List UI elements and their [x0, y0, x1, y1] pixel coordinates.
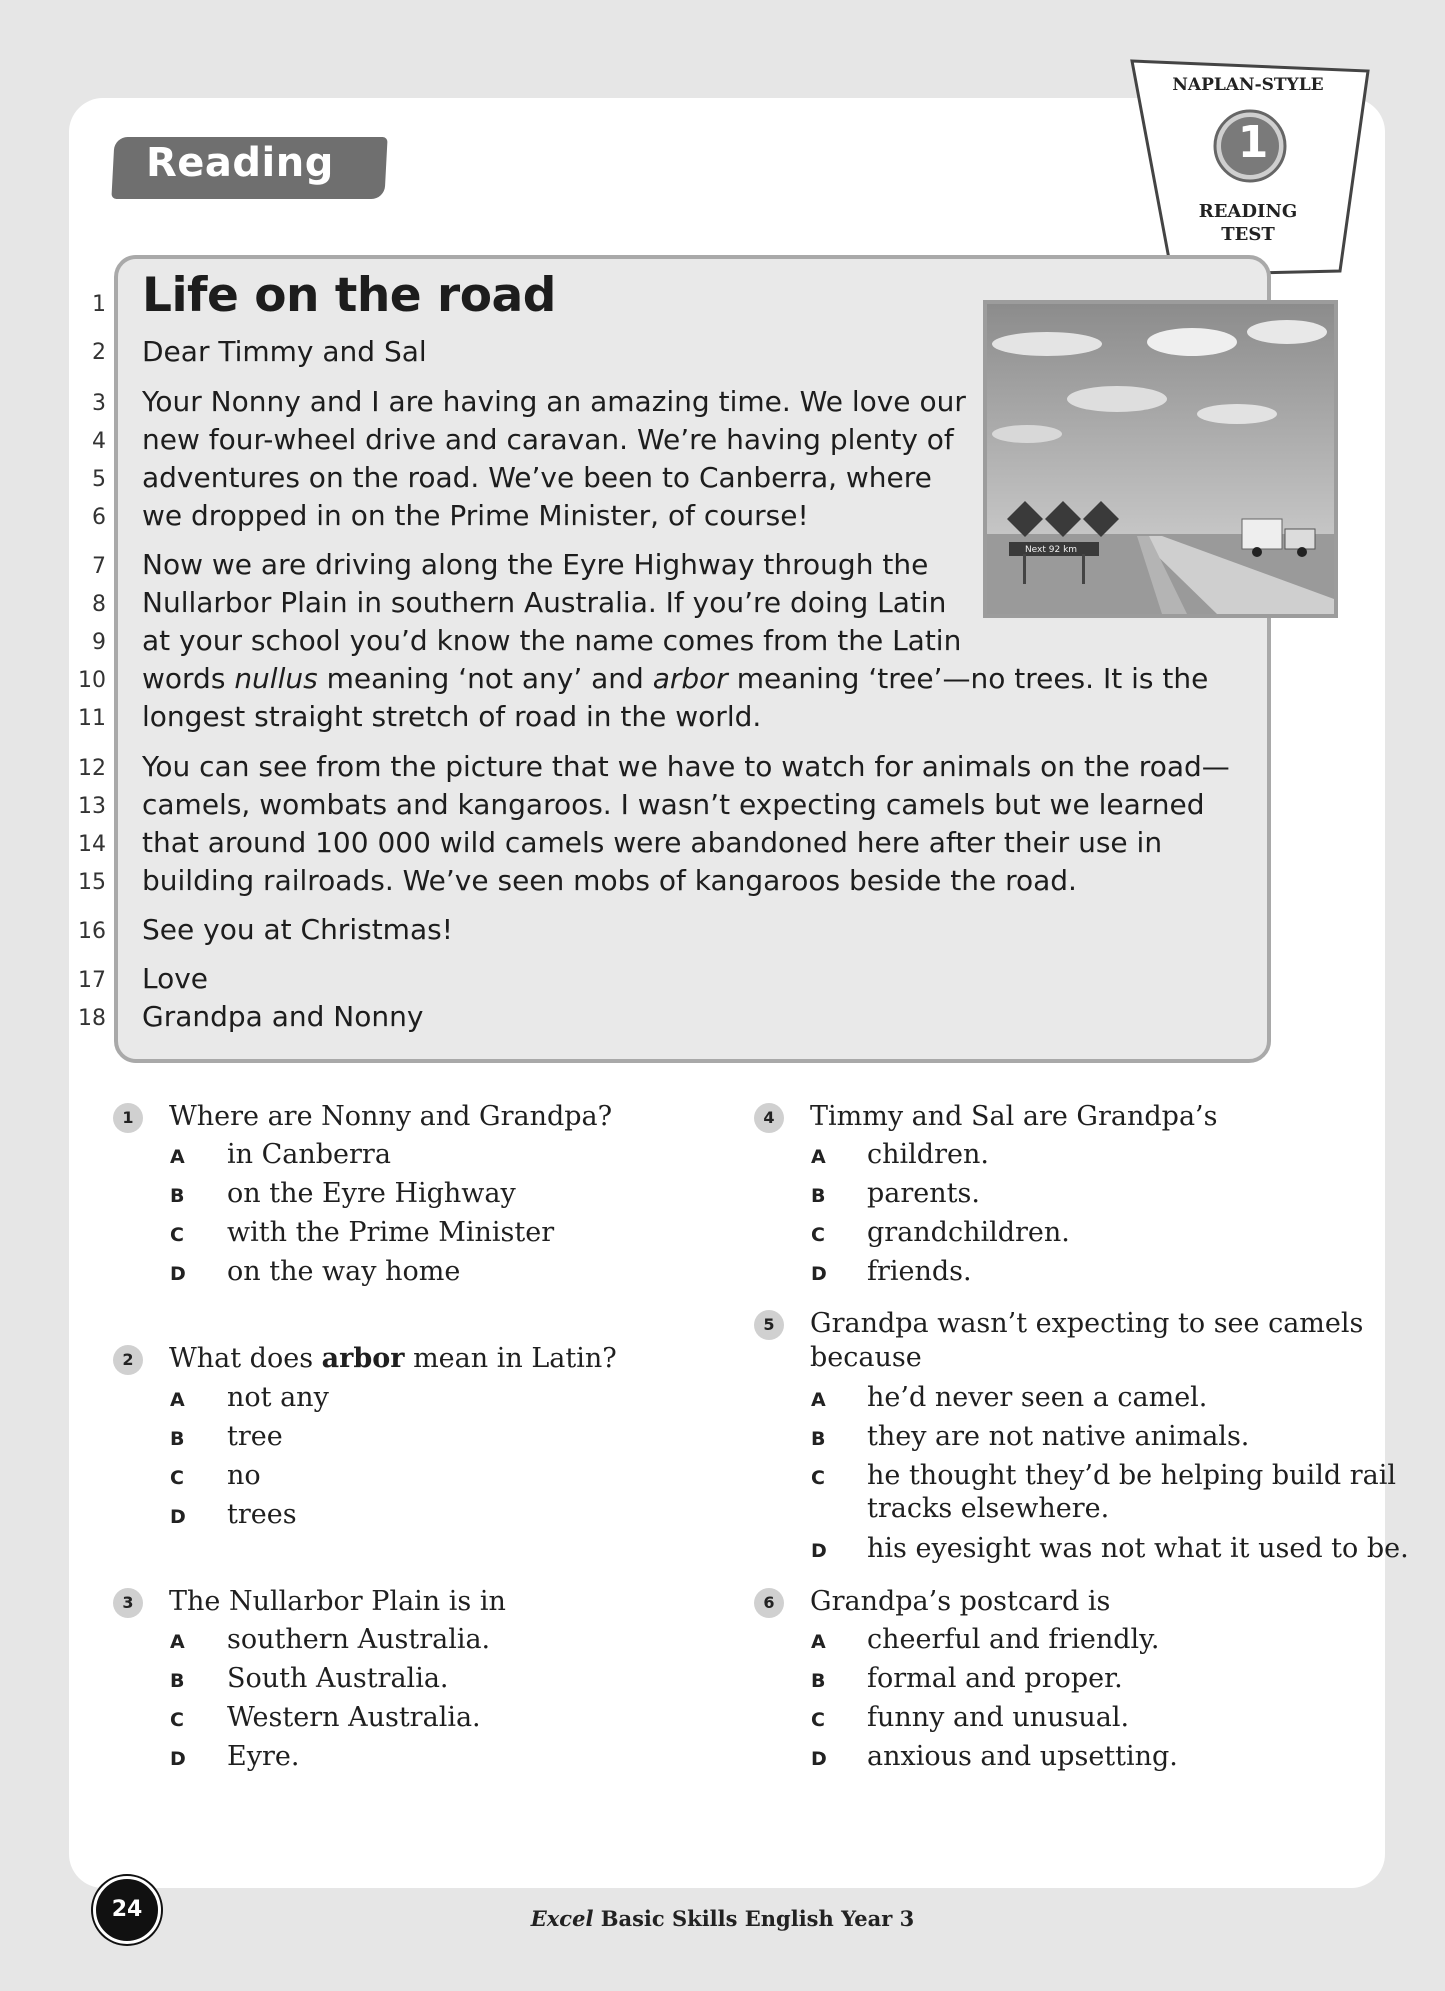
option-b[interactable]: on the Eyre Highway: [227, 1178, 516, 1209]
passage-line: longest straight stretch of road in the world.: [142, 700, 762, 733]
option-letter: B: [811, 1428, 826, 1450]
option-b[interactable]: South Australia.: [227, 1663, 449, 1694]
footer-book-title: Basic Skills English Year 3: [593, 1906, 915, 1931]
passage-sign-off: Love: [142, 962, 209, 995]
option-letter: B: [811, 1670, 826, 1692]
line-number: 12: [78, 756, 106, 781]
question-stem: Grandpa wasn’t expecting to see camels: [810, 1308, 1364, 1339]
option-letter: C: [811, 1709, 825, 1731]
line-number: 18: [78, 1006, 106, 1031]
road-photo: [983, 300, 1338, 618]
passage-line: Now we are driving along the Eyre Highway through the: [142, 548, 929, 581]
line-number: 6: [92, 505, 106, 530]
passage-line: that around 100 000 wild camels were abandoned here after their use in: [142, 826, 1163, 859]
option-a[interactable]: cheerful and friendly.: [867, 1624, 1160, 1655]
line-number: 17: [78, 968, 106, 993]
option-c[interactable]: Western Australia.: [227, 1702, 481, 1733]
question-stem: The Nullarbor Plain is in: [169, 1586, 506, 1617]
line-number: 8: [92, 592, 106, 617]
badge-subtitle: [1170, 200, 1326, 246]
passage-line: Your Nonny and I are having an amazing time. We love our: [142, 385, 966, 418]
passage-text: meaning ‘tree’—no trees. It is the: [727, 662, 1209, 695]
passage-text: words: [142, 662, 235, 695]
option-letter: D: [811, 1748, 827, 1770]
option-letter: B: [170, 1185, 185, 1207]
option-letter: D: [170, 1263, 186, 1285]
question-stem: Grandpa’s postcard is: [810, 1586, 1111, 1617]
page-number: 24: [93, 1876, 161, 1944]
option-letter: B: [170, 1670, 185, 1692]
line-number: 3: [92, 391, 106, 416]
line-number: 14: [78, 832, 106, 857]
line-number: 11: [78, 706, 106, 731]
option-d[interactable]: his eyesight was not what it used to be.: [867, 1533, 1409, 1564]
footer-title: [0, 1906, 1445, 1931]
option-c[interactable]: [867, 1459, 1396, 1525]
option-letter: B: [811, 1185, 826, 1207]
option-letter: A: [811, 1146, 826, 1168]
line-number: 16: [78, 919, 106, 944]
question-stem: Timmy and Sal are Grandpa’s: [810, 1101, 1218, 1132]
question-number: 6: [754, 1588, 784, 1618]
option-c[interactable]: no: [227, 1460, 261, 1491]
option-letter: A: [170, 1146, 185, 1168]
line-number: 7: [92, 554, 106, 579]
question-number: 1: [113, 1103, 143, 1133]
passage-title: Life on the road: [142, 268, 556, 323]
passage-line: new four-wheel drive and caravan. We’re having plenty of: [142, 423, 954, 456]
question-number: 2: [113, 1345, 143, 1375]
option-a[interactable]: he’d never seen a camel.: [867, 1382, 1208, 1413]
question-stem: because: [810, 1342, 922, 1373]
section-title: Reading: [146, 140, 334, 186]
stem-keyword: arbor: [321, 1343, 405, 1374]
passage-line: at your school you’d know the name comes from the Latin: [142, 624, 962, 657]
stem-text: mean in Latin?: [404, 1343, 617, 1374]
option-d[interactable]: friends.: [867, 1256, 972, 1287]
option-letter: C: [170, 1709, 184, 1731]
option-letter: D: [170, 1506, 186, 1528]
passage-line: Nullarbor Plain in southern Australia. If you’re doing Latin: [142, 586, 947, 619]
option-a[interactable]: children.: [867, 1139, 989, 1170]
option-text-line: he thought they’d be helping build rail: [867, 1460, 1396, 1491]
option-letter: D: [811, 1540, 827, 1562]
line-number: 5: [92, 467, 106, 492]
question-stem: [169, 1342, 617, 1375]
line-number: 13: [78, 794, 106, 819]
option-letter: C: [811, 1224, 825, 1246]
option-letter: A: [170, 1631, 185, 1653]
passage-signature: Grandpa and Nonny: [142, 1000, 424, 1033]
option-b[interactable]: formal and proper.: [867, 1663, 1123, 1694]
line-number: 4: [92, 429, 106, 454]
stem-text: What does: [169, 1343, 322, 1374]
line-number: 1: [92, 292, 106, 317]
footer-brand: Excel: [530, 1906, 594, 1931]
road-sign-text: Next 92 km: [1024, 545, 1078, 555]
option-letter: C: [170, 1224, 184, 1246]
passage-text: meaning ‘not any’ and: [317, 662, 653, 695]
passage-line: [142, 662, 1208, 695]
passage-greeting: Dear Timmy and Sal: [142, 335, 427, 368]
option-a[interactable]: not any: [227, 1382, 329, 1413]
badge-label: NAPLAN-STYLE: [1172, 75, 1324, 95]
latin-word-nullus: nullus: [234, 662, 318, 695]
option-c[interactable]: funny and unusual.: [867, 1702, 1130, 1733]
option-b[interactable]: tree: [227, 1421, 283, 1452]
badge-subtitle-line: READING: [1198, 201, 1298, 222]
option-letter: A: [170, 1389, 185, 1411]
line-number: 9: [92, 630, 106, 655]
option-letter: D: [811, 1263, 827, 1285]
option-text-line: tracks elsewhere.: [867, 1493, 1110, 1524]
option-letter: C: [811, 1467, 825, 1489]
line-number: 10: [78, 668, 106, 693]
question-number: 3: [113, 1588, 143, 1618]
question-number: 4: [754, 1103, 784, 1133]
passage-line: You can see from the picture that we have to watch for animals on the road—: [142, 750, 1230, 783]
option-letter: A: [811, 1631, 826, 1653]
option-letter: D: [170, 1748, 186, 1770]
road-photo-illustration: [987, 304, 1334, 614]
badge-subtitle-line: TEST: [1221, 224, 1275, 245]
passage-line: we dropped in on the Prime Minister, of course!: [142, 499, 809, 532]
option-d[interactable]: on the way home: [227, 1256, 461, 1287]
option-letter: A: [811, 1389, 826, 1411]
passage-line: camels, wombats and kangaroos. I wasn’t expecting camels but we learned: [142, 788, 1205, 821]
option-a[interactable]: in Canberra: [227, 1139, 391, 1170]
badge-number: 1: [1237, 117, 1269, 168]
passage-line: building railroads. We’ve seen mobs of kangaroos beside the road.: [142, 864, 1077, 897]
passage-line: adventures on the road. We’ve been to Canberra, where: [142, 461, 932, 494]
option-c[interactable]: grandchildren.: [867, 1217, 1070, 1248]
option-c[interactable]: with the Prime Minister: [227, 1217, 555, 1248]
option-b[interactable]: parents.: [867, 1178, 980, 1209]
option-a[interactable]: southern Australia.: [227, 1624, 491, 1655]
latin-word-arbor: arbor: [652, 662, 728, 695]
option-b[interactable]: they are not native animals.: [867, 1421, 1250, 1452]
passage-line: See you at Christmas!: [142, 913, 453, 946]
question-number: 5: [754, 1310, 784, 1340]
question-stem: Where are Nonny and Grandpa?: [169, 1101, 613, 1132]
line-number: 2: [92, 340, 106, 365]
option-d[interactable]: Eyre.: [227, 1741, 300, 1772]
option-letter: B: [170, 1428, 185, 1450]
option-d[interactable]: trees: [227, 1499, 297, 1530]
option-d[interactable]: anxious and upsetting.: [867, 1741, 1178, 1772]
option-letter: C: [170, 1467, 184, 1489]
line-number: 15: [78, 870, 106, 895]
